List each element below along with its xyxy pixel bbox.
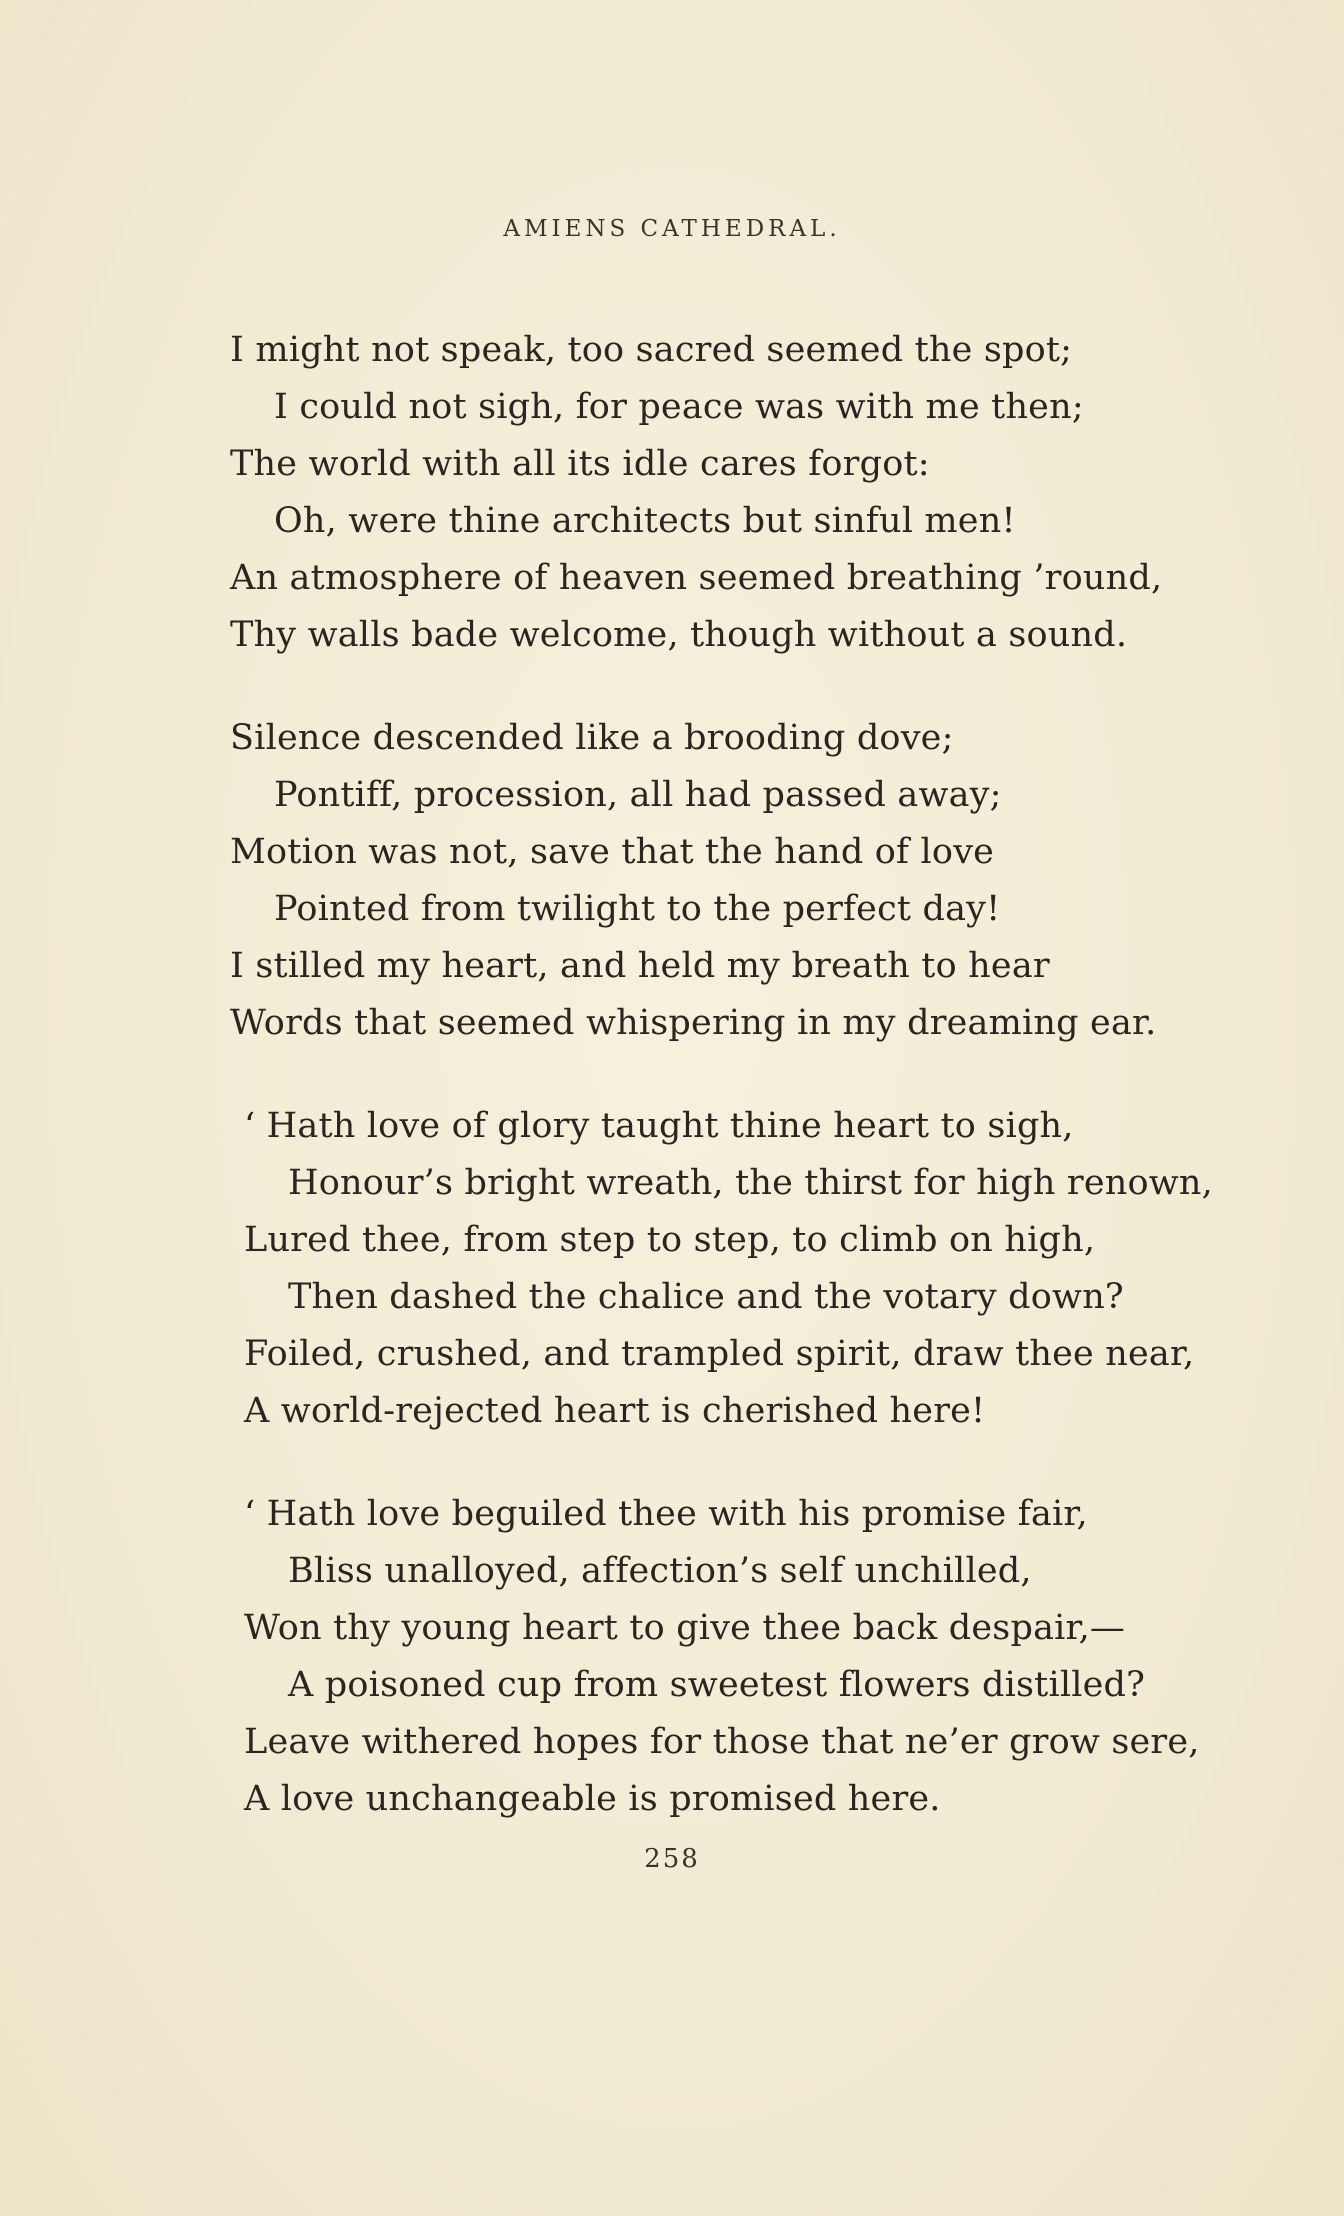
stanza-3 xyxy=(230,1098,1270,1440)
poem-line: Pontiff, procession, all had passed away; xyxy=(274,775,1002,815)
page-number: 258 xyxy=(644,1844,700,1874)
poem-line: Leave withered hopes for those that ne’er grow sere, xyxy=(244,1722,1200,1762)
poem-line: Motion was not, save that the hand of love xyxy=(230,832,995,872)
poem-line: Then dashed the chalice and the votary down? xyxy=(288,1277,1124,1317)
poem-line: Won thy young heart to give thee back despair,— xyxy=(244,1608,1126,1648)
running-head: AMIENS CATHEDRAL. xyxy=(503,216,841,242)
poem-line: Words that seemed whispering in my dreaming ear. xyxy=(230,1003,1157,1043)
poem-line: Foiled, crushed, and trampled spirit, draw thee near, xyxy=(244,1334,1195,1374)
poem-line: I stilled my heart, and held my breath to hear xyxy=(230,946,1050,986)
poem-line: The world with all its idle cares forgot: xyxy=(230,444,930,484)
poem-line: Silence descended like a brooding dove; xyxy=(230,718,954,758)
poem-line: Oh, were thine architects but sinful men! xyxy=(274,501,1016,541)
poem xyxy=(230,322,1270,1874)
poem-line: ‘ Hath love beguiled thee with his promise fair, xyxy=(244,1494,1088,1534)
poem-line: Pointed from twilight to the perfect day! xyxy=(274,889,1001,929)
poem-line: A world-rejected heart is cherished here! xyxy=(244,1391,986,1431)
poem-line: A love unchangeable is promised here. xyxy=(244,1779,941,1819)
poem-line: Bliss unalloyed, affection’s self unchilled, xyxy=(288,1551,1032,1591)
poem-line: I might not speak, too sacred seemed the spot; xyxy=(230,330,1073,370)
poem-line: An atmosphere of heaven seemed breathing ’round, xyxy=(230,558,1163,598)
poem-line: A poisoned cup from sweetest flowers distilled? xyxy=(288,1665,1146,1705)
poem-line: Honour’s bright wreath, the thirst for high renown, xyxy=(288,1163,1213,1203)
poem-line: Lured thee, from step to step, to climb on high, xyxy=(244,1220,1096,1260)
stanza-2 xyxy=(230,710,1270,1052)
poem-line: I could not sigh, for peace was with me then; xyxy=(274,387,1084,427)
poem-line: ‘ Hath love of glory taught thine heart to sigh, xyxy=(244,1106,1074,1146)
stanza-4 xyxy=(230,1486,1270,1828)
stanza-1 xyxy=(230,322,1270,664)
poem-line: Thy walls bade welcome, though without a sound. xyxy=(230,615,1128,655)
